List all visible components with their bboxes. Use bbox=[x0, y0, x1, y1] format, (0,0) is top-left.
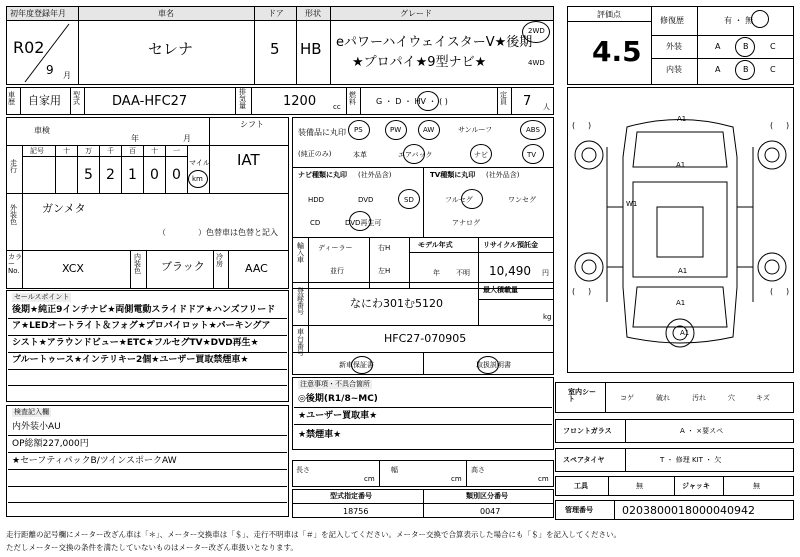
interior-b: B bbox=[743, 65, 749, 74]
footer-line-1: 走行距離の記号欄にメーター改ざん車は「＊」、メーター交換車は「＄」、走行不明車は「＃」を記入してください。メーター交換で合算表示した場合にも「＄」を記入してください。 bbox=[6, 530, 621, 539]
repair-options: 有 ・ 無 bbox=[724, 16, 754, 25]
windshield-options: A ・ ×要スペ bbox=[680, 427, 724, 435]
parallel: 並行 bbox=[330, 267, 344, 275]
model: DAA-HFC27 bbox=[112, 94, 188, 109]
inspector-line-1: OP総額227,000円 bbox=[12, 439, 89, 449]
equipment-title: 装備品に丸印 bbox=[298, 128, 346, 137]
reg-year-label: 初年度登録年月 bbox=[10, 9, 66, 18]
car-name-label: 車名 bbox=[158, 9, 174, 18]
fuel-options: G ・ D ・ HV ・ ( ) bbox=[376, 97, 448, 106]
ac: AAC bbox=[245, 262, 268, 275]
ac-label: 冷房 bbox=[216, 253, 223, 268]
tools-value: 無 bbox=[636, 482, 643, 490]
windshield-label: フロントガラス bbox=[563, 427, 612, 435]
digit-label-6: 一 bbox=[173, 147, 180, 155]
color-note: （ ）色替車は色替と記入 bbox=[158, 228, 278, 237]
km-unit: km bbox=[192, 175, 203, 183]
kg-unit: kg bbox=[543, 313, 552, 321]
usage-label: 車歴 bbox=[8, 91, 15, 106]
chassis-label: 車台番号 bbox=[297, 328, 304, 357]
tv-fullseg-circle bbox=[461, 189, 483, 209]
mile-label: マイル bbox=[189, 159, 210, 167]
inspect-label: 車検 bbox=[34, 126, 50, 135]
plate: なにわ301む5120 bbox=[350, 297, 443, 310]
digit-label-5: 十 bbox=[151, 147, 158, 155]
spare-label: スペアタイヤ bbox=[563, 456, 605, 464]
import-label: 輸入車 bbox=[297, 242, 304, 264]
inspector-line-0: 内外装小AU bbox=[12, 422, 61, 432]
exterior-c: C bbox=[770, 42, 776, 51]
inspector-title: 検査記入欄 bbox=[14, 408, 49, 416]
diagram-mark-0: A1 bbox=[677, 115, 687, 123]
sales-title: セールスポイント bbox=[14, 293, 70, 301]
fuel-label: 燃料 bbox=[349, 91, 356, 106]
diagram-mark-1: A1 bbox=[676, 161, 686, 169]
interior-c: C bbox=[770, 65, 776, 74]
plate-label: 登録番号 bbox=[297, 287, 304, 316]
spare-options: T ・ 修理 KIT ・ 欠 bbox=[660, 456, 722, 464]
equipment-subtitle: (純正のみ) bbox=[298, 150, 332, 158]
reg-year: R02 bbox=[13, 38, 45, 57]
sales-line-0: 後期★純正9インチナビ★両側電動スライドドア★ハンズフリード bbox=[12, 305, 276, 315]
interior-label: 内装 bbox=[666, 65, 682, 74]
tools-label: 工具 bbox=[574, 482, 588, 490]
fuel-hv-circle bbox=[417, 91, 439, 111]
color-label: 外装色 bbox=[10, 204, 17, 226]
color-no: XCX bbox=[62, 262, 84, 275]
interior-a: A bbox=[715, 65, 721, 74]
equip-sunroof: サンルーフ bbox=[458, 126, 493, 134]
jack-label: ジャッキ bbox=[682, 482, 710, 490]
seat-opt-1: 破れ bbox=[656, 394, 670, 402]
exterior-a: A bbox=[715, 42, 721, 51]
corner-br-open: ( bbox=[770, 287, 774, 296]
equip-abs: ABS bbox=[526, 126, 540, 134]
displacement-label: 排気量 bbox=[239, 88, 246, 110]
mgmt-number: 0203800018000040942 bbox=[622, 504, 755, 517]
equip-pw: PW bbox=[390, 126, 402, 134]
mgmt-label: 管理番号 bbox=[565, 506, 593, 514]
door-label: ドア bbox=[268, 9, 284, 18]
corner-tl-close: ) bbox=[588, 121, 592, 130]
row2 bbox=[6, 87, 554, 115]
diagram-mark-2: W1 bbox=[626, 200, 638, 208]
dimensions-block bbox=[292, 460, 554, 487]
seat-opt-3: 穴 bbox=[728, 394, 735, 402]
grade-line2: ★プロパイ★9型ナビ★ bbox=[352, 55, 487, 70]
digit-5: 0 bbox=[172, 167, 181, 183]
tv-title: TV種類に丸印 bbox=[430, 171, 476, 179]
length-label: 長さ bbox=[296, 466, 310, 474]
tv-oneseg: ワンセグ bbox=[508, 196, 536, 204]
shape-label: 形状 bbox=[305, 9, 321, 18]
nav-dvd: DVD bbox=[358, 196, 374, 204]
shape: HB bbox=[300, 40, 322, 58]
evaluation-score: 4.5 bbox=[592, 35, 642, 68]
drive-2wd: 2WD bbox=[528, 27, 545, 35]
model-year-label: モデル年式 bbox=[418, 241, 453, 249]
grade-label: グレード bbox=[400, 9, 432, 18]
type-no: 18756 bbox=[343, 507, 369, 516]
evaluation-label: 評価点 bbox=[597, 10, 621, 19]
airbag-circle bbox=[403, 144, 425, 164]
width-label: 幅 bbox=[391, 466, 398, 474]
model-label: 型式 bbox=[73, 91, 80, 106]
dealer: ディーラー bbox=[318, 244, 353, 252]
exterior-label: 外装 bbox=[666, 42, 682, 51]
notes-line-1: ★ユーザー買取車★ bbox=[298, 411, 378, 421]
nav-dvd-play-circle bbox=[349, 211, 371, 231]
class-no: 0047 bbox=[480, 507, 501, 516]
max-load-label: 最大積載量 bbox=[483, 286, 518, 294]
left-h: 左H bbox=[378, 267, 391, 275]
model-year-unknown: 不明 bbox=[456, 269, 470, 277]
shift: IAT bbox=[237, 151, 260, 169]
digit-label-0: 記号 bbox=[30, 147, 44, 155]
inspect-month: 月 bbox=[183, 134, 191, 143]
manual: 取扱説明書 bbox=[476, 361, 511, 369]
nav-dvd-play: DVD再生可 bbox=[345, 219, 382, 227]
corner-br-close: ) bbox=[786, 287, 790, 296]
displacement: 1200 bbox=[283, 94, 317, 109]
repair-label: 修復歴 bbox=[660, 16, 684, 25]
equip-ps: PS bbox=[354, 126, 363, 134]
digit-label-4: 百 bbox=[129, 147, 136, 155]
corner-bl-close: ) bbox=[588, 287, 592, 296]
usage: 自家用 bbox=[28, 94, 61, 107]
sales-line-3: ブルートゥース★インテリキー2個★ユーザー買取禁煙車★ bbox=[12, 355, 249, 365]
interior-b-circle bbox=[735, 60, 755, 80]
mileage-label: 走行 bbox=[10, 159, 17, 174]
equip-leather: 本革 bbox=[353, 151, 367, 159]
digit-1: 5 bbox=[84, 167, 93, 183]
notes-title: 注意事項・不具合箇所 bbox=[300, 380, 370, 388]
model-year-year: 年 bbox=[433, 269, 440, 277]
length-cm: cm bbox=[364, 475, 375, 483]
interior-color: ブラック bbox=[161, 260, 205, 273]
tv-analog: アナログ bbox=[452, 219, 480, 227]
chassis: HFC27-070905 bbox=[384, 332, 467, 345]
diagram-mark-4: A1 bbox=[680, 329, 690, 337]
corner-bl-open: ( bbox=[572, 287, 576, 296]
equip-navi: ナビ bbox=[474, 151, 488, 159]
sales-line-1: ア★LEDオートライト＆フォグ★プロパイロット★パーキングア bbox=[12, 321, 271, 331]
color-no-label: カラーNo. bbox=[8, 253, 22, 275]
nav-sd: SD bbox=[404, 196, 414, 204]
nav-hdd: HDD bbox=[308, 196, 325, 204]
corner-tr-open: ( bbox=[770, 121, 774, 130]
class-no-label: 類別区分番号 bbox=[466, 492, 508, 500]
digit-3: 1 bbox=[128, 167, 137, 183]
grade-line1: eパワーハイウェイスターV★後期 bbox=[336, 35, 533, 50]
digit-4: 0 bbox=[150, 167, 159, 183]
seat-opt-4: キズ bbox=[756, 394, 770, 402]
person-unit: 人 bbox=[543, 103, 550, 111]
cc-unit: cc bbox=[333, 103, 341, 111]
capacity: 7 bbox=[523, 94, 532, 109]
capacity-label: 定員 bbox=[500, 91, 507, 106]
height-label: 高さ bbox=[471, 466, 485, 474]
diagram-mark-5: A1 bbox=[676, 299, 686, 307]
notes-line-0: ◎後期(R1/8~MC) bbox=[298, 394, 378, 404]
nav-sub: (社外品含) bbox=[358, 171, 392, 179]
height-cm: cm bbox=[538, 475, 549, 483]
car-name: セレナ bbox=[148, 40, 194, 58]
yen: 円 bbox=[542, 269, 549, 277]
recycle-label: リサイクル預託金 bbox=[483, 241, 539, 249]
nav-title: ナビ種類に丸印 bbox=[298, 171, 347, 179]
type-no-label: 型式指定番号 bbox=[330, 492, 372, 500]
exterior-b: B bbox=[743, 42, 749, 51]
exterior-color: ガンメタ bbox=[42, 202, 86, 215]
jack-value: 無 bbox=[753, 482, 760, 490]
corner-tl-open: ( bbox=[572, 121, 576, 130]
tv-sub: (社外品含) bbox=[486, 171, 520, 179]
digit-label-3: 千 bbox=[107, 147, 114, 155]
exterior-b-circle bbox=[735, 37, 755, 57]
seat-opt-2: 汚れ bbox=[692, 394, 706, 402]
recycle: 10,490 bbox=[489, 264, 531, 278]
digit-label-1: 十 bbox=[63, 147, 70, 155]
month-unit: 月 bbox=[63, 71, 71, 80]
repair-none-circle bbox=[751, 10, 769, 28]
equip-airbag: エアバック bbox=[398, 151, 433, 159]
doors: 5 bbox=[270, 40, 280, 58]
corner-tr-close: ) bbox=[786, 121, 790, 130]
new-warranty: 新車保証書 bbox=[339, 361, 374, 369]
nav-cd: CD bbox=[310, 219, 321, 227]
digit-label-2: 万 bbox=[85, 147, 92, 155]
drive-4wd: 4WD bbox=[528, 59, 545, 67]
inspect-year: 年 bbox=[131, 134, 139, 143]
interior-color-label: 内装色 bbox=[134, 253, 141, 275]
reg-month: 9 bbox=[46, 63, 54, 77]
seat-opt-0: コゲ bbox=[620, 394, 634, 402]
sales-line-2: シスト★アラウンドビュー★ETC★フルセグTV★DVD再生★ bbox=[12, 338, 259, 348]
width-cm: cm bbox=[451, 475, 462, 483]
diagram-mark-3: A1 bbox=[678, 267, 688, 275]
inspector-line-2: ★セーフティパックB/ツインスポークAW bbox=[12, 456, 177, 466]
interior-seat-label: 室内シート bbox=[568, 388, 596, 403]
notes-line-2: ★禁煙車★ bbox=[298, 430, 342, 440]
digit-2: 2 bbox=[106, 167, 115, 183]
tv-fullseg: フルセグ bbox=[445, 196, 473, 204]
equip-tv: TV bbox=[527, 151, 537, 159]
footer-line-2: ただしメーター交換の条件を満たしていないものはメーター改ざん車扱いとなります。 bbox=[6, 543, 298, 552]
right-h: 右H bbox=[378, 244, 391, 252]
equip-aw: AW bbox=[423, 126, 435, 134]
shift-label: シフト bbox=[240, 120, 264, 129]
